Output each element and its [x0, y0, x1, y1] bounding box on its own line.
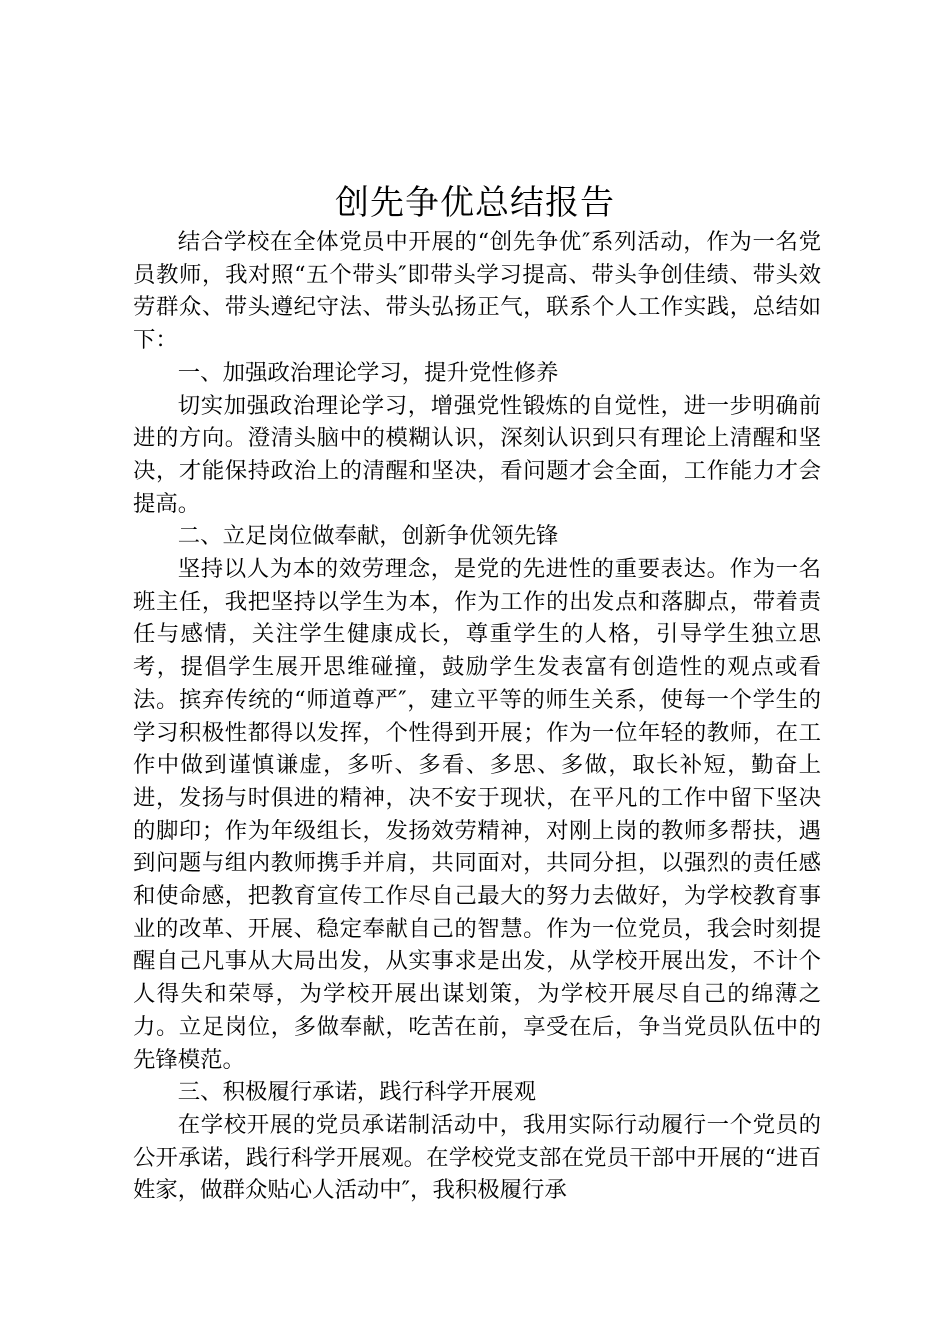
- section-heading-1: 一、加强政治理论学习，提升党性修养: [177, 359, 559, 386]
- section-heading-2: 二、立足岗位做奉献，创新争优领先锋: [177, 523, 559, 550]
- section-3-paragraph: 在学校开展的党员承诺制活动中，我用实际行动履行一个党员的公开承诺，践行科学开展观。在学校党支部在党员干部中开展的“进百姓家，做群众贴心人活动中″，我积极履行承: [133, 1111, 821, 1204]
- section-2-paragraph: 坚持以人为本的效劳理念，是党的先进性的重要表达。作为一名班主任，我把坚持以学生为本，作为工作的出发点和落脚点，带着责任与感情，关注学生健康成长，尊重学生的人格，引导学生独立思考，提倡学生展开思维碰撞，鼓励学生发表富有创造性的观点或看法。摈弃传统的“师道尊严″，建立平等的师生关系，使每一个学生的学习积极性都得以发挥，个性得到开展；作为一位年轻的教师，在工作中做到谨慎谦虚，多听、多看、多思、多做，取长补短，勤奋上进，发扬与时俱进的精神，决不安于现状，在平凡的工作中留下坚决的脚印；作为年级组长，发扬效劳精神，对刚上岗的教师多帮扶，遇到问题与组内教师携手并肩，共同面对，共同分担，以强烈的责任感和使命感，把教育宣传工作尽自己最大的努力去做好，为学校教育事业的改革、开展、稳定奉献自己的智慧。作为一位党员，我会时刻提醒自己凡事从大局出发，从实事求是出发，从学校开展出发，不计个人得失和荣辱，为学校开展出谋划策，为学校开展尽自己的绵薄之力。立足岗位，多做奉献，吃苦在前，享受在后，争当党员队伍中的先锋模范。: [133, 556, 821, 1073]
- document-title: 创先争优总结报告: [335, 183, 615, 223]
- intro-paragraph: 结合学校在全体党员中开展的“创先争优″系列活动，作为一名党员教师，我对照“五个带头″即带头学习提高、带头争创佳绩、带头效劳群众、带头遵纪守法、带头弘扬正气，联系个人工作实践，总结如下：: [133, 229, 821, 354]
- section-1-paragraph: 切实加强政治理论学习，增强党性锻炼的自觉性，进一步明确前进的方向。澄清头脑中的模糊认识，深刻认识到只有理论上清醒和坚决，才能保持政治上的清醒和坚决，看问题才会全面，工作能力才会提高。: [133, 392, 821, 517]
- section-heading-3: 三、积极履行承诺，践行科学开展观: [177, 1079, 537, 1106]
- document-body: [133, 226, 821, 1207]
